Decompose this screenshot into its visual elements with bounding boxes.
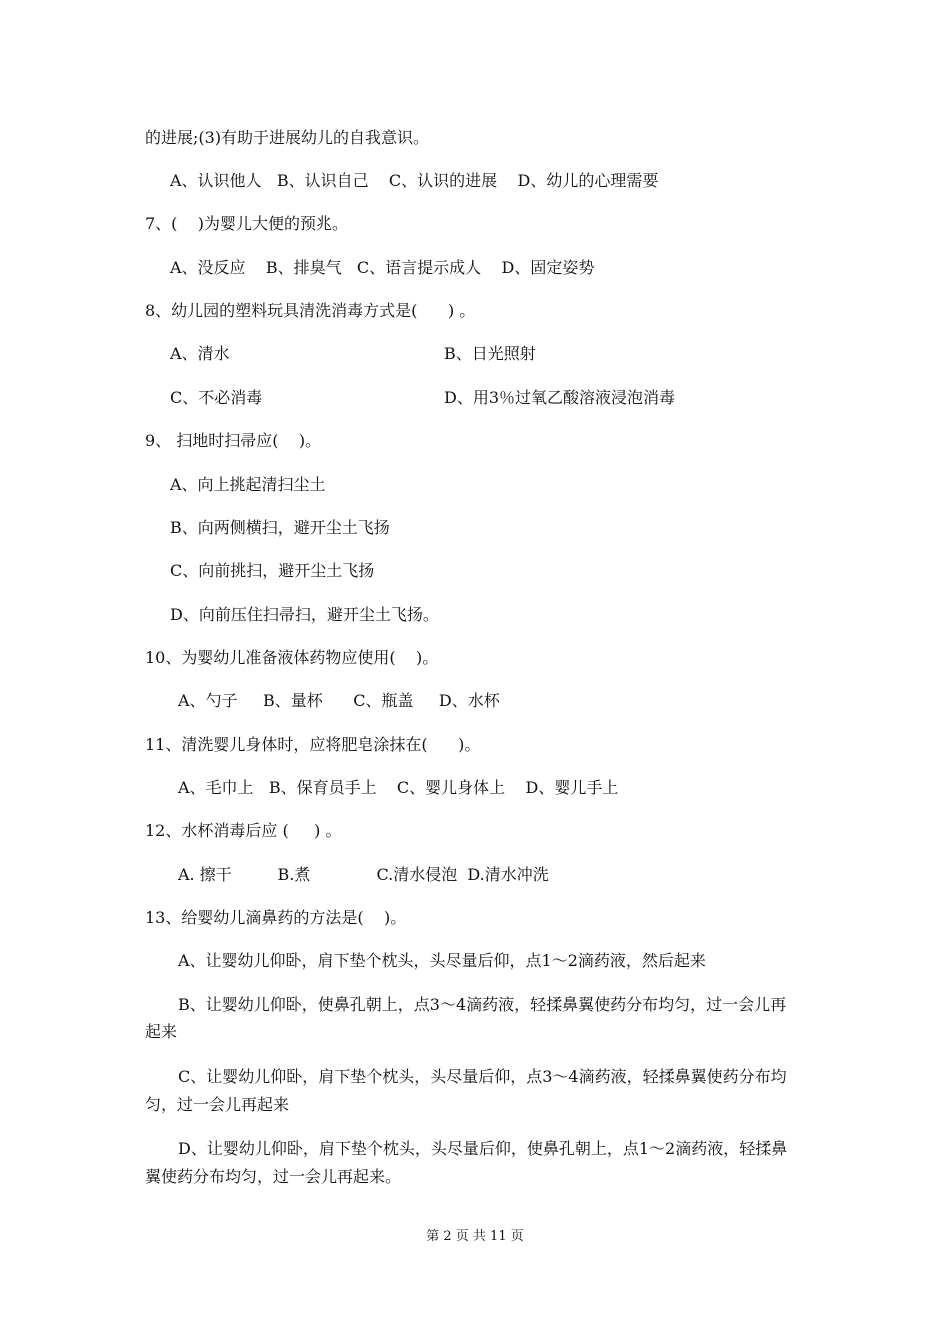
question-12-options: A. 擦干 B.煮 C.清水侵泡 D.清水冲洗	[178, 865, 549, 884]
question-9-option-d: D、向前压住扫帚扫，避开尘土飞扬。	[170, 605, 439, 624]
question-11-options: A、毛巾上 B、保育员手上 C、婴儿身体上 D、婴儿手上	[178, 778, 619, 797]
question-13-option-b-line2: 起来	[145, 1022, 178, 1041]
question-13-option-c-line2: 匀，过一会儿再起来	[145, 1095, 290, 1114]
question-13: 13、给婴幼儿滴鼻药的方法是( )。	[145, 908, 407, 927]
question-13-option-a: A、让婴幼儿仰卧，肩下垫个枕头，头尽量后仰，点1～2滴药液，然后起来	[178, 951, 706, 970]
question-9-option-b: B、向两侧横扫，避开尘土飞扬	[170, 518, 390, 537]
option-line: A、认识他人 B、认识自己 C、认识的进展 D、幼儿的心理需要	[170, 171, 659, 190]
question-7: 7、( )为婴儿大便的预兆。	[145, 214, 349, 233]
question-7-options: A、没反应 B、排臭气 C、语言提示成人 D、固定姿势	[170, 258, 595, 277]
question-12: 12、水杯消毒后应 ( ) 。	[145, 821, 342, 840]
question-13-option-b-line1: B、让婴幼儿仰卧，使鼻孔朝上，点3～4滴药液，轻揉鼻翼使药分布均匀，过一会儿再	[178, 995, 787, 1014]
text-line: 的进展;(3)有助于进展幼儿的自我意识。	[145, 128, 430, 147]
question-10: 10、为婴幼儿准备液体药物应使用( )。	[145, 648, 439, 667]
question-8: 8、幼儿园的塑料玩具清洗消毒方式是( ) 。	[145, 301, 476, 320]
question-10-options: A、勺子 B、量杯 C、瓶盖 D、水杯	[178, 691, 500, 710]
question-13-option-d-line1: D、让婴幼儿仰卧，肩下垫个枕头，头尽量后仰，使鼻孔朝上，点1～2滴药液，轻揉鼻	[178, 1139, 788, 1158]
question-13-option-c-line1: C、让婴幼儿仰卧，肩下垫个枕头，头尽量后仰，点3～4滴药液，轻揉鼻翼使药分布均	[178, 1067, 787, 1086]
question-8-option-a: A、清水	[170, 344, 230, 363]
question-8-option-b: B、日光照射	[444, 344, 536, 363]
question-13-option-d-line2: 翼使药分布均匀，过一会儿再起来。	[145, 1167, 402, 1186]
question-9-option-c: C、向前挑扫，避开尘土飞扬	[170, 561, 375, 580]
question-11: 11、清洗婴儿身体时，应将肥皂涂抹在( )。	[145, 735, 481, 754]
question-9: 9、 扫地时扫帚应( )。	[145, 431, 322, 450]
question-8-option-c: C、不必消毒	[170, 388, 263, 407]
question-9-option-a: A、向上挑起清扫尘土	[170, 475, 326, 494]
question-8-option-d: D、用3％过氧乙酸溶液浸泡消毒	[444, 388, 676, 407]
page-footer: 第 2 页 共 11 页	[426, 1229, 524, 1244]
